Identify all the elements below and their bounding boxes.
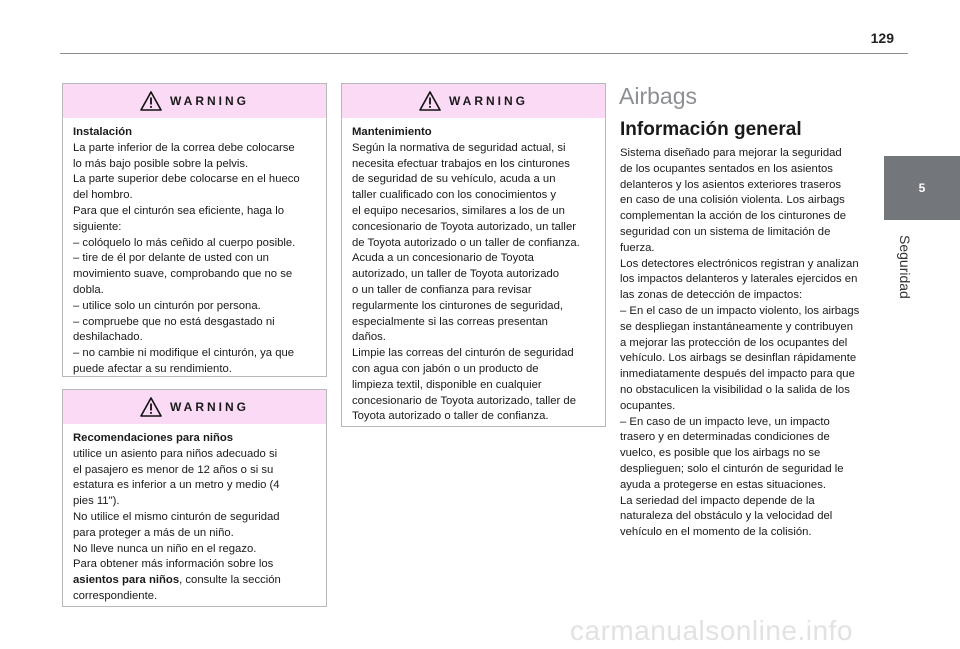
warning-triangle-icon [419, 91, 441, 111]
warning-title: WARNING [170, 400, 249, 414]
warning-box-maintenance [341, 83, 606, 427]
watermark: carmanualsonline.info [570, 615, 853, 646]
warning-heading: Instalación [73, 126, 133, 138]
section-text: Sistema diseñado para mejorar la seguridad de los ocupantes sentados en los asientos delanteros y los asientos exteriores traseros en caso de una colisión violenta. Los airbags complementan la acción de los cinturones de seguridad con un sistema de limitación de fuerza. Los detectores electrónicos registran y analizan los impactos delanteros y laterales ejercidos en las zonas de detección de impactos: – En el caso de un impacto violento, los airbags se despliegan instantáneamente y contribuyen a mejorar las protección de los ocupantes del vehículo. Los airbags se desinflan rápidamente inmediatamente después del impacto para que no obstaculicen la visibilidad o la salida de los ocupantes. – En caso de un impacto leve, un impacto trasero y en determinadas condiciones de vuelco, es posible que los airbags no se desplieguen; solo el cinturón de seguridad le ayuda a protegerse en estas situaciones. La seriedad del impacto depende de la naturaleza del obstáculo y la velocidad del vehículo en el momento de la colisión. [620, 147, 860, 539]
warning-text: utilice un asiento para niños adecuado si el pasajero es menor de 12 años o si su estatura es inferior a un metro y medio (4 pies 11"). No utilice el mismo cinturón de seguridad para proteger a más de un niño. No lleve nunca un niño en el regazo. Para obtener más información sobre los [73, 447, 280, 571]
chapter-label: Seguridad [897, 235, 913, 299]
warning-heading: Mantenimiento [352, 126, 432, 138]
warning-header [342, 84, 605, 118]
section-subtitle: Información general [620, 119, 802, 140]
chapter-number: 5 [918, 181, 926, 195]
section-title: Airbags [619, 83, 697, 109]
warning-header [63, 390, 326, 424]
chapter-tab[interactable] [884, 156, 960, 220]
header-divider [60, 53, 908, 54]
warning-heading: Recomendaciones para niños [73, 432, 234, 444]
page-number: 129 [870, 30, 894, 46]
warning-text-continued: , consulte la sección correspondiente. [73, 574, 281, 602]
warning-title: WARNING [449, 94, 528, 108]
warning-triangle-icon [140, 91, 162, 111]
warning-header [63, 84, 326, 118]
warning-text: La parte inferior de la correa debe colocarse lo más bajo posible sobre la pelvis. La parte superior debe colocarse en el hueco del hombro. Para que el cinturón sea eficiente, haga lo siguiente: – colóquelo lo más ceñido al cuerpo posible. – tire de él por delante de usted con un movimiento suave, comprobando que no se dobla. – utilice solo un cinturón por persona. – compruebe que no está desgastado ni deshilachado. – no cambie ni modifique el cinturón, ya que puede afectar a su rendimiento. [73, 141, 300, 375]
warning-triangle-icon [140, 397, 162, 417]
section-body [620, 146, 878, 541]
warning-box-installation [62, 83, 327, 377]
warning-box-children [62, 389, 327, 607]
warning-title: WARNING [170, 94, 249, 108]
child-seats-reference: asientos para niños [73, 574, 180, 587]
warning-text: Según la normativa de seguridad actual, si necesita efectuar trabajos en los cinturones de seguridad de su vehículo, acuda a un taller cualificado con los conocimientos y el equipo necesarios, similares a los de un concesionario de Toyota autorizado, un taller de Toyota autorizado o un taller de confianza. Acuda a un concesionario de Toyota autorizado, un taller de Toyota autorizado o un taller de confianza para revisar regularmente los cinturones de seguridad, especialmente si las correas presentan daños. Limpie las correas del cinturón de seguridad con agua con jabón o un producto de limpieza textil, disponible en cualquier concesionario de Toyota autorizado, taller de Toyota autorizado o taller de confianza. [352, 141, 580, 423]
